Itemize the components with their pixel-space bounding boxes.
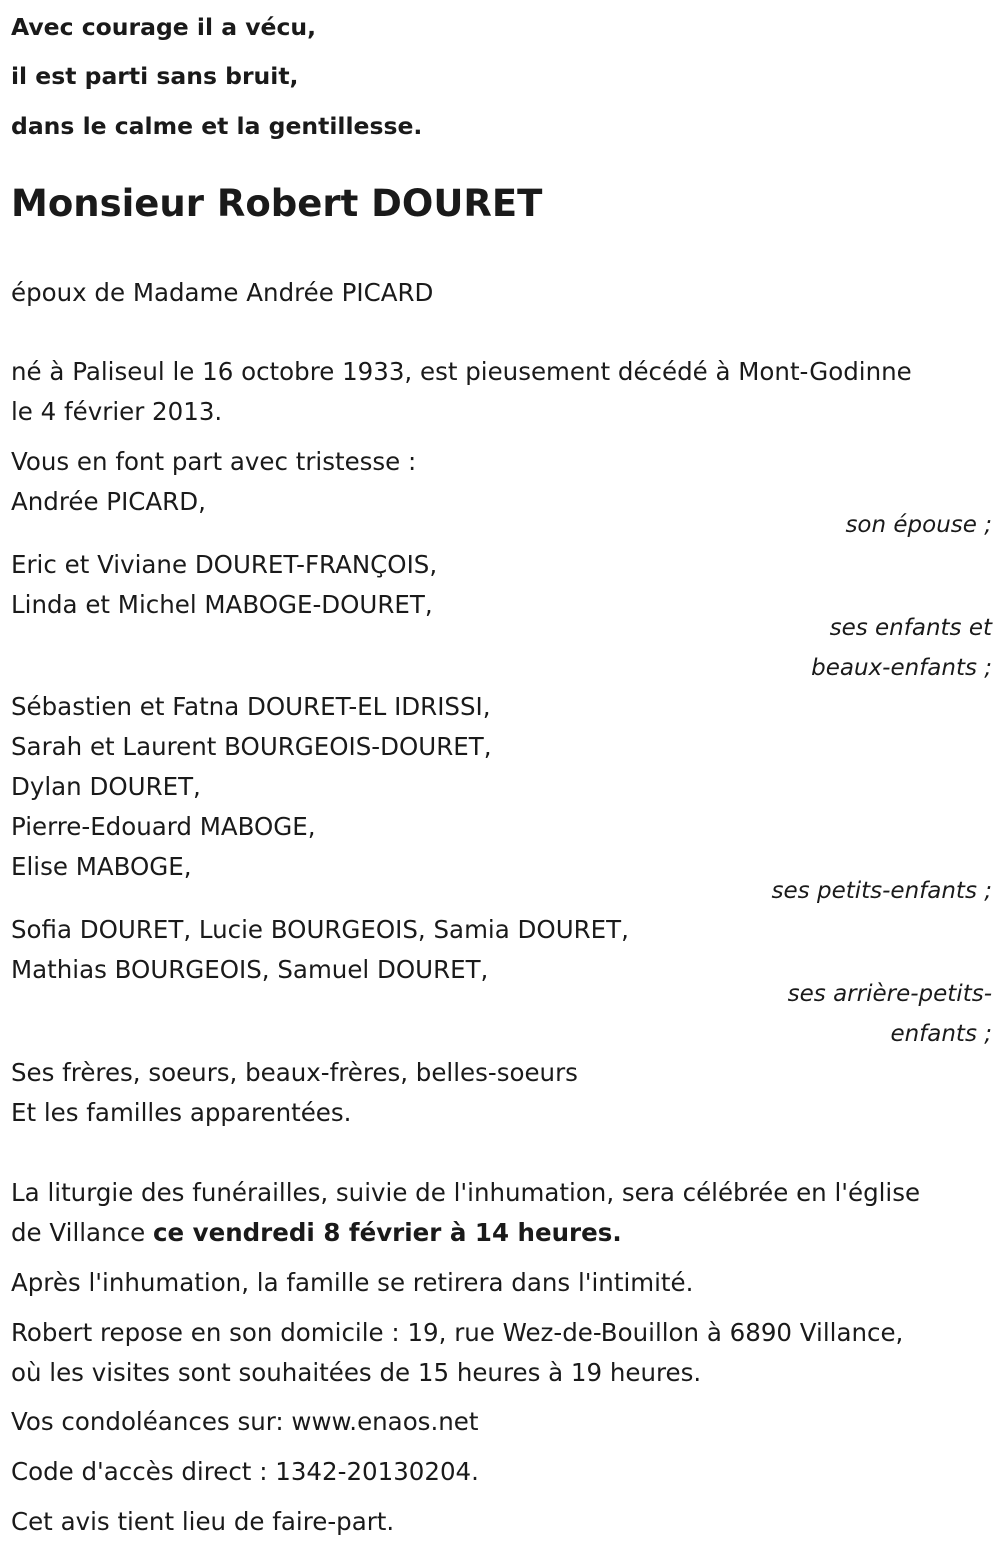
grandchild-2: Sarah et Laurent BOURGEOIS-DOURET, <box>11 732 492 761</box>
birth-line-1: né à Paliseul le 16 octobre 1933, est pieusement décédé à Mont-Godinne <box>11 357 912 386</box>
repose-line-1: Robert repose en son domicile : 19, rue Wez-de-Bouillon à 6890 Villance, <box>11 1318 904 1347</box>
spouse-line: époux de Madame Andrée PICARD <box>11 278 434 307</box>
great-grandchildren-2: Mathias BOURGEOIS, Samuel DOURET, <box>11 955 489 984</box>
funeral-line-2 <box>11 1218 622 1248</box>
poem-line-2: il est parti sans bruit, <box>11 62 299 90</box>
funeral-place: de Villance <box>11 1218 153 1247</box>
repose-line-2: où les visites sont souhaitées de 15 heures à 19 heures. <box>11 1358 702 1387</box>
funeral-date: ce vendredi 8 février à 14 heures. <box>152 1218 622 1247</box>
access-code-line: Code d'accès direct : 1342-20130204. <box>11 1457 479 1486</box>
children-role-1: ses enfants et <box>829 615 992 641</box>
grandchild-4: Pierre-Edouard MABOGE, <box>11 812 316 841</box>
intro-line: Vous en font part avec tristesse : <box>11 447 417 476</box>
others-line-2: Et les familles apparentées. <box>11 1098 352 1127</box>
after-line: Après l'inhumation, la famille se retirera dans l'intimité. <box>11 1268 694 1297</box>
others-line-1: Ses frères, soeurs, beaux-frères, belles-soeurs <box>11 1058 578 1087</box>
poem-line-3: dans le calme et la gentillesse. <box>11 112 423 140</box>
great-grandchildren-1: Sofia DOURET, Lucie BOURGEOIS, Samia DOURET, <box>11 915 629 944</box>
spouse-name: Andrée PICARD, <box>11 487 206 516</box>
grandchildren-role: ses petits-enfants ; <box>771 878 992 904</box>
birth-line-2: le 4 février 2013. <box>11 397 223 426</box>
closing-line: Cet avis tient lieu de faire-part. <box>11 1507 395 1536</box>
great-grandchildren-role-1: ses arrière-petits- <box>787 981 992 1007</box>
grandchild-3: Dylan DOURET, <box>11 772 201 801</box>
funeral-line-1: La liturgie des funérailles, suivie de l'inhumation, sera célébrée en l'église <box>11 1178 921 1207</box>
page-title: Monsieur Robert DOURET <box>11 182 543 225</box>
condolences-line: Vos condoléances sur: www.enaos.net <box>11 1407 479 1436</box>
grandchild-5: Elise MABOGE, <box>11 852 192 881</box>
grandchild-1: Sébastien et Fatna DOURET-EL IDRISSI, <box>11 692 491 721</box>
poem-line-1: Avec courage il a vécu, <box>11 13 317 41</box>
spouse-role: son épouse ; <box>845 512 992 538</box>
child-2: Linda et Michel MABOGE-DOURET, <box>11 590 433 619</box>
children-role-2: beaux-enfants ; <box>811 655 992 681</box>
great-grandchildren-role-2: enfants ; <box>890 1021 992 1047</box>
child-1: Eric et Viviane DOURET-FRANÇOIS, <box>11 550 438 579</box>
